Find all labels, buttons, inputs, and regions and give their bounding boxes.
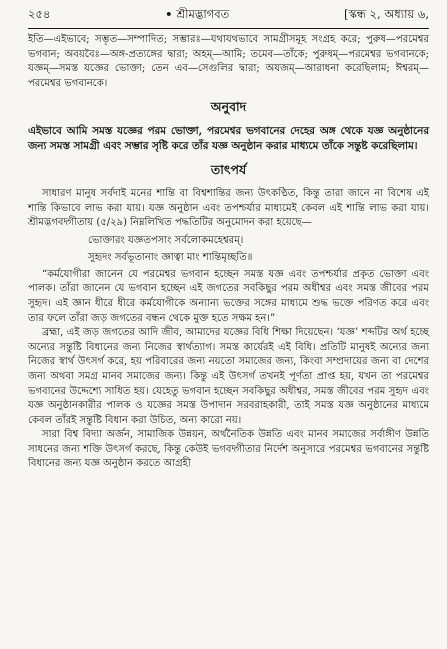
- translation-heading: অনুবাদ: [210, 99, 247, 115]
- chapter-reference: [স্কন্ধ ২, অধ্যায় ৬,: [344, 7, 429, 21]
- page-number: ২৫৪: [28, 7, 51, 21]
- quote-paragraph: “কর্মযোগীরা জানেন যে পরমেশ্বর ভগবান হচ্ছেন সমস্ত যজ্ঞ এবং তপশ্চর্যার প্রকৃত ভোক্তা এবং পালক। তাঁরা জানেন যে ভগবান হচ্ছেন এই জগতের সবকিছুর পরম অধীশ্বর এবং সমস্ত জীবের পরম সুহৃদ। এই জ্ঞান ধীরে ধীরে কর্মযোগীকে অন্যান্য ভক্তের সঙ্গের মাধ্যমে শুদ্ধ ভক্তে পরিণত করে এবং তার ফলে তাঁরা জড় জগতের বন্ধন থেকে মুক্ত হতে সক্ষম হন।”: [28, 268, 429, 324]
- verse-line-2: সুহৃদং সর্বভূতানাং জ্ঞাত্বা মাং শান্তিমৃচ্ছতি॥: [88, 251, 253, 263]
- purport-paragraph-2: ব্রহ্মা, এই জড় জগতের আদি জীব, আমাদের যজ্ঞের বিধি শিক্ষা দিয়েছেন। ‘যজ্ঞ’ শব্দটির অর্থ হচ্ছে অন্যের সন্তুষ্টি বিধানের জন্য নিজের স্বার্থত্যাগ। সমস্ত কার্যেরই এই বিধি। প্রতিটি মানুষই অন্যের জন্য নিজের স্বার্থ উৎসর্গ করে, হয় পরিবারের জন্য নয়তো সমাজের জন্য, কিংবা সম্প্রদায়ের জন্য বা দেশের জন্য অথবা সমগ্র মানব সমাজের জন্য। কিন্তু এই উৎসর্গ তখনই পূর্ণতা প্রাপ্ত হয়, যখন তা পরমেশ্বর ভগবানের উদ্দেশ্যে সাধিত হয়। যেহেতু ভগবান হচ্ছেন সবকিছুর অধীশ্বর, সমস্ত জীবের পরম সুহৃদ এবং যজ্ঞ অনুষ্ঠানকারীর পালক ও যজ্ঞের সমস্ত উপাদান সরবরাহকারী, তাই সমস্ত যজ্ঞ অনুষ্ঠানের মাধ্যমে কেবল তাঁরই সন্তুষ্টি বিধান করা উচিত, অন্য কারো নয়।: [28, 327, 429, 426]
- book-title: • শ্রীমদ্ভাগবত: [165, 7, 230, 21]
- purport-heading: তাৎপর্য: [210, 161, 247, 177]
- page-header: [28, 6, 429, 29]
- translation-paragraph: এইভাবে আমি সমস্ত যজ্ঞের পরম ভোক্তা, পরমেশ্বর ভগবানের দেহের অঙ্গ থেকে যজ্ঞ অনুষ্ঠানের জন্য সমস্ত সামগ্রী এবং সম্ভার সৃষ্টি করে তাঁর যজ্ঞ অনুষ্ঠান করার মাধ্যমে তাঁকে সন্তুষ্ট করেছিলাম।: [28, 125, 429, 153]
- book-title-text: শ্রীমদ্ভাগবত: [176, 7, 230, 21]
- verse-line-1: ভোক্তারং যজ্ঞতপসাং সর্বলোকমহেশ্বরম্।: [88, 234, 244, 246]
- purport-intro: সাধারণ মানুষ সর্বদাই মনের শান্তি বা বিশ্বশান্তির জন্য উৎকণ্ঠিত, কিন্তু তারা জানে না বিশেষ এই শান্তি কিভাবে লাভ করা যায়। যজ্ঞ অনুষ্ঠান এবং তপশ্চর্যার মাধ্যমেই কেবল এই শান্তি লাভ করা যায়। শ্রীমদ্ভগবদ্গীতায় (৫/২৯) নিম্নলিখিত পদ্ধতিটির অনুমোদন করা হয়েছে—: [28, 187, 429, 229]
- synonyms-paragraph: ইতি—এইভাবে; সম্ভৃত—সম্পাদিত; সম্ভারঃ—যথাযথভাবে সামগ্রীসমূহ সংগ্রহ করে; পুরুষ—পরমেশ্বর ভগবান; অবয়বৈঃ—অঙ্গ-প্রত্যঙ্গের দ্বারা; অহম্—আমি; তমেব—তাঁকে; পুরুষম্—পরমেশ্বর ভগবানকে; যজ্ঞম্—সমস্ত যজ্ঞের ভোক্তা; তেন এব—সেগুলির দ্বারা; অযজম্—আরাধনা করেছিলাম; ঈশ্বরম্—পরমেশ্বর ভগবানকে।: [28, 34, 429, 89]
- purport-paragraph-3: সারা বিশ্ব বিদ্যা অর্জন, সামাজিক উন্নয়ন, অর্থনৈতিক উন্নতি এবং মানব সমাজের সর্বাঙ্গীণ উন্নতি সাধনের জন্য শক্তি উৎসর্গ করছে, কিন্তু কেউই ভগবদ্গীতার নির্দেশ অনুসারে পরমেশ্বর ভগবানের সন্তুষ্টি বিধানের জন্য যজ্ঞ অনুষ্ঠান করতে আগ্রহী: [28, 429, 429, 470]
